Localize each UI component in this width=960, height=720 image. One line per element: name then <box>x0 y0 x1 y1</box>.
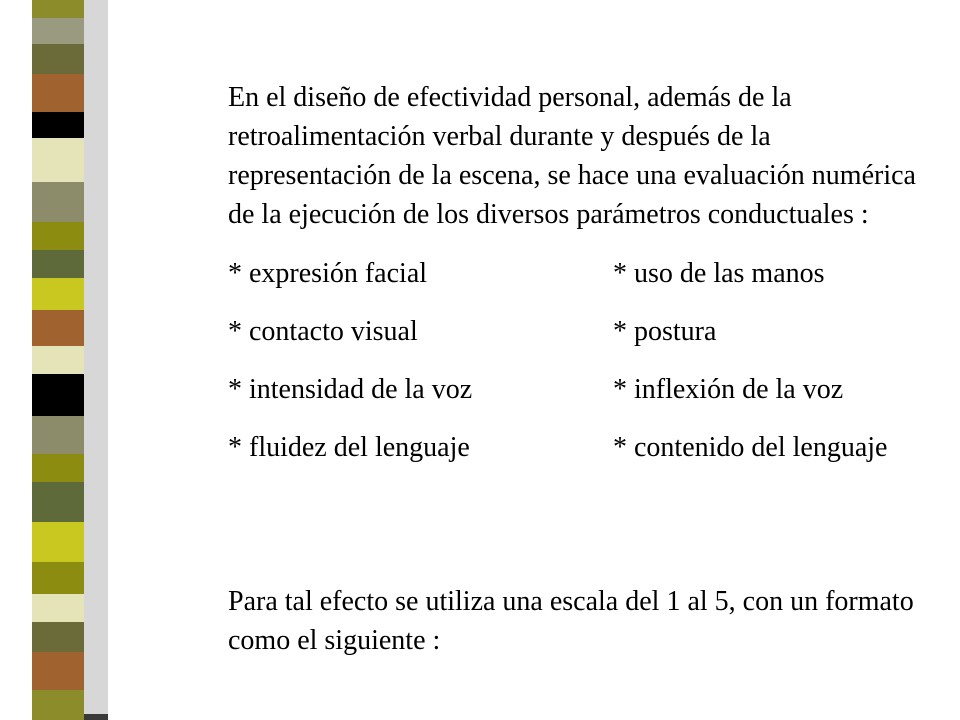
stripe-block <box>32 44 84 74</box>
parameter-item: * expresión facial <box>228 258 428 289</box>
stripe-shadow-base <box>84 714 108 720</box>
closing-paragraph: Para tal efecto se utiliza una escala del 1 al 5, con un formato como el siguiente : <box>228 586 914 656</box>
stripe-block <box>32 482 84 522</box>
stripe-block <box>32 0 84 18</box>
stripe-block <box>32 310 84 346</box>
stripe-block <box>32 74 84 112</box>
list-row <box>228 428 938 467</box>
stripe-block <box>32 374 84 416</box>
list-row <box>228 370 938 409</box>
parameter-list <box>228 254 938 467</box>
parameter-item: * intensidad de la voz <box>228 374 473 405</box>
stripe-block <box>32 522 84 562</box>
parameter-item: * contenido del lenguaje <box>613 432 888 463</box>
stripe-block <box>32 594 84 622</box>
parameter-item: * postura <box>613 316 717 347</box>
stripe-block <box>32 222 84 250</box>
stripe-blocks <box>32 0 84 720</box>
parameter-item: * fluidez del lenguaje <box>228 432 470 463</box>
stripe-block <box>32 182 84 222</box>
decorative-stripe <box>0 0 110 720</box>
stripe-block <box>32 622 84 652</box>
stripe-block <box>32 138 84 182</box>
stripe-block <box>32 562 84 594</box>
stripe-block <box>32 454 84 482</box>
stripe-block <box>32 416 84 454</box>
stripe-block <box>32 346 84 374</box>
parameter-item: * inflexión de la voz <box>613 374 844 405</box>
list-row <box>228 254 938 293</box>
stripe-shadow <box>84 0 108 720</box>
list-row <box>228 312 938 351</box>
parameter-item: * uso de las manos <box>613 258 825 289</box>
stripe-block <box>32 690 84 720</box>
stripe-block <box>32 250 84 278</box>
stripe-block <box>32 652 84 690</box>
stripe-block <box>32 112 84 138</box>
stripe-block <box>32 278 84 310</box>
stripe-block <box>32 18 84 44</box>
slide-body <box>228 78 938 486</box>
parameter-item: * contacto visual <box>228 316 418 347</box>
intro-paragraph: En el diseño de efectividad personal, además de la retroalimentación verbal durante y después de la representación de la escena, se hace una evaluación numérica de la ejecución de los diversos parámetros conductuales : <box>228 82 916 230</box>
